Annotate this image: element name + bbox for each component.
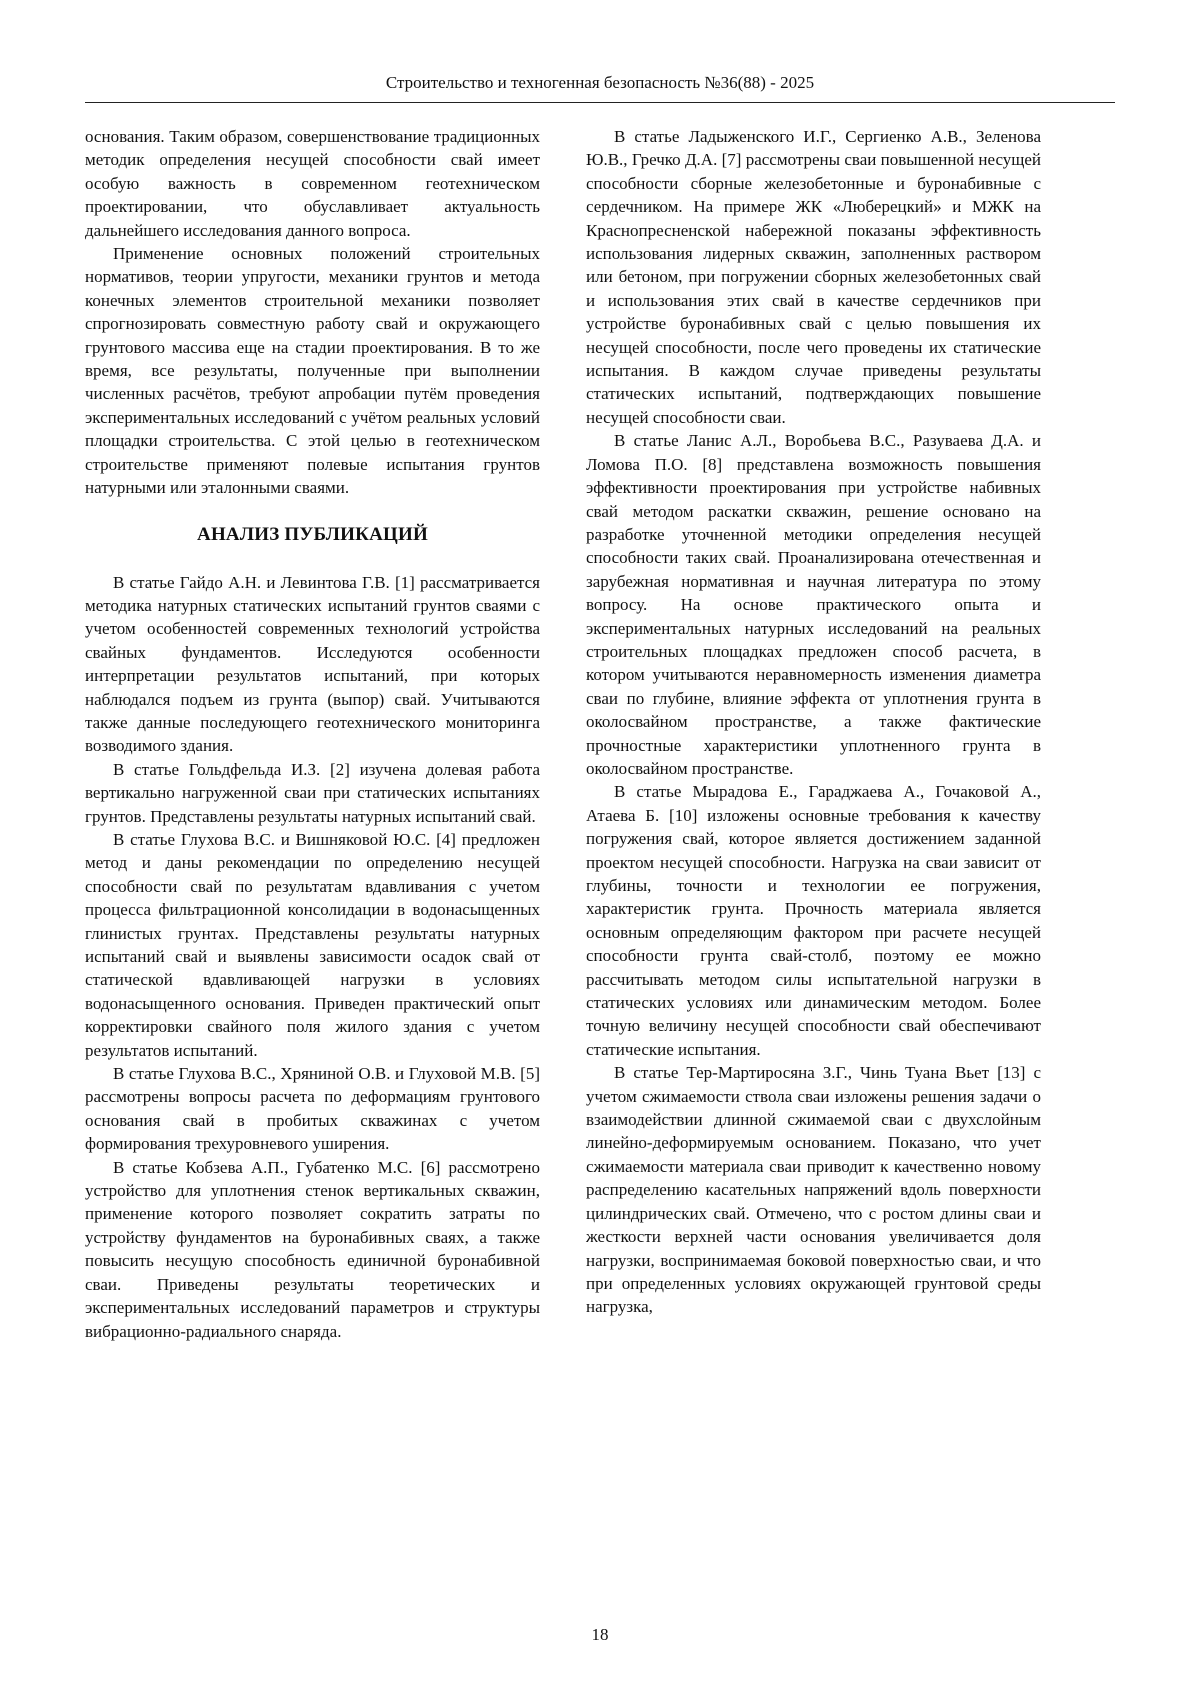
page-number: 18	[591, 1625, 609, 1644]
paragraph-methods: Применение основных положений строительных нормативов, теории упругости, механики грунтов и метода конечных элементов строительной механики позволяет спрогнозировать совместную работу свай и окружающего грунтового массива еще на стадии проектирования. В то же время, все результаты, полученные при выполнении численных расчётов, требуют апробации путём проведения экспериментальных исследований с учётом реальных условий площадки строительства. С этой целью в геотехническом строительстве применяют полевые испытания грунтов натурными или эталонными сваями.	[85, 244, 540, 498]
paragraph-ladyzhensky: В статье Ладыженского И.Г., Сергиенко А.В., Зеленова Ю.В., Гречко Д.А. [7] рассмотрены сваи повышенной несущей способности сборные железобетонные и буронабивные с сердечником. На примере ЖК «Люберецкий» и МЖК на Краснопресненской набережной показаны эффективность использования лидерных скважин, заполненных раствором или бетоном, при погружении сборных железобетонных свай и использования этих свай в качестве сердечников при устройстве буронабивных свай с целью повышения их несущей способности, после чего проведены их статические испытания. В каждом случае приведены результаты статических испытаний, подтверждающих повышение несущей способности сваи.	[586, 127, 1041, 427]
header-rule	[85, 102, 1115, 103]
paragraph-ter-martirosyan: В статье Тер-Мартиросяна З.Г., Чинь Туана Вьет [13] с учетом сжимаемости ствола сваи изложены решения задачи о взаимодействии длинной сжимаемой сваи с двухслойным линейно-деформируемым основанием. Показано, что учет сжимаемости материала сваи приводит к качественно новому распределению касательных напряжений вдоль поверхности цилиндрических свай. Отмечено, что с ростом длины сваи и жесткости верхней части основания увеличивается доля нагрузки, воспринимаемая боковой поверхностью сваи, и что при определенных условиях окружающей грунтовой среды нагрузка,	[586, 1063, 1041, 1317]
section-heading: АНАЛИЗ ПУБЛИКАЦИЙ	[197, 523, 428, 545]
paragraph-lanis: В статье Ланис А.Л., Воробьева В.С., Разуваева Д.А. и Ломова П.О. [8] представлена возможность повышения эффективности проектирования при устройстве набивных свай методом раскатки скважин, решение основано на разработке уточненной методики определения несущей способности таких свай. Проанализирована отечественная и зарубежная нормативная и научная литература по этому вопросу. На основе практического опыта и экспериментальных натурных исследований на реальных строительных площадках предложен способ расчета, в котором учитываются неравномерность изменения диаметра сваи по глубине, влияние эффекта от уплотнения грунта в околосвайном пространстве, а также фактические прочностные характеристики уплотненного грунта в околосвайном пространстве.	[586, 431, 1041, 778]
paragraph-continuation: основания. Таким образом, совершенствование традиционных методик определения несущей способности свай имеет особую важность в современном геотехническом проектировании, что обуславливает актуальность дальнейшего исследования данного вопроса.	[85, 127, 540, 240]
paragraph-kobzev: В статье Кобзева А.П., Губатенко М.С. [6] рассмотрено устройство для уплотнения стенок вертикальных скважин, применение которого позволяет сократить затраты по устройству фундаментов на буронабивных сваях, а также повысить несущую способность единичной буронабивной сваи. Приведены результаты теоретических и экспериментальных исследований параметров и структуры вибрационно-радиального снаряда.	[85, 1157, 540, 1341]
paragraph-myradov: В статье Мырадова Е., Гараджаева А., Гочаковой А., Атаева Б. [10] изложены основные требования к качеству погружения свай, которое является достижением заданной проектом несущей способности. Нагрузка на сваи зависит от глубины, точности и технологии ее погружения, характеристик грунта. Прочность материала является основным определяющим фактором при расчете несущей способности грунта свай-столб, поэтому ее можно рассчитывать методом силы испытательной нагрузки в статических условиях или динамическим методом. Более точную величину несущей способности свай обеспечивают статические испытания.	[586, 782, 1041, 1059]
paragraph-gaido: В статье Гайдо А.Н. и Левинтова Г.В. [1] рассматривается методика натурных статических испытаний грунтов сваями с учетом особенностей современных технологий устройства свайных фундаментов. Исследуются особенности интерпретации результатов испытаний, при которых наблюдался подъем из грунта (выпор) свай. Учитываются также данные последующего геотехнического мониторинга возводимого здания.	[85, 572, 540, 756]
paragraph-glukhov-khryanina: В статье Глухова В.С., Хряниной О.В. и Глуховой М.В. [5] рассмотрены вопросы расчета по деформациям грунтового основания свай в пробитых скважинах с учетом формирования трехуровневого уширения.	[85, 1064, 540, 1154]
left-column	[85, 125, 540, 1343]
running-head: Строительство и техногенная безопасность №36(88) - 2025	[385, 73, 815, 92]
paragraph-goldfeld: В статье Гольдфельда И.З. [2] изучена долевая работа вертикально нагруженной сваи при статических испытаниях грунтов. Представлены результаты натурных испытаний свай.	[85, 759, 540, 826]
right-column	[586, 125, 1041, 1319]
paragraph-glukhov-vishnyakova: В статье Глухова В.С. и Вишняковой Ю.С. [4] предложен метод и даны рекомендации по определению несущей способности свай по результатам вдавливания с учетом процесса фильтрационной консолидации в водонасыщенных глинистых грунтах. Представлены результаты натурных испытаний свай и выявлены зависимости осадок свай от статической вдавливающей нагрузки в условиях водонасыщенного основания. Приведен практический опыт корректировки свайного поля жилого здания с учетом результатов испытаний.	[85, 829, 540, 1060]
